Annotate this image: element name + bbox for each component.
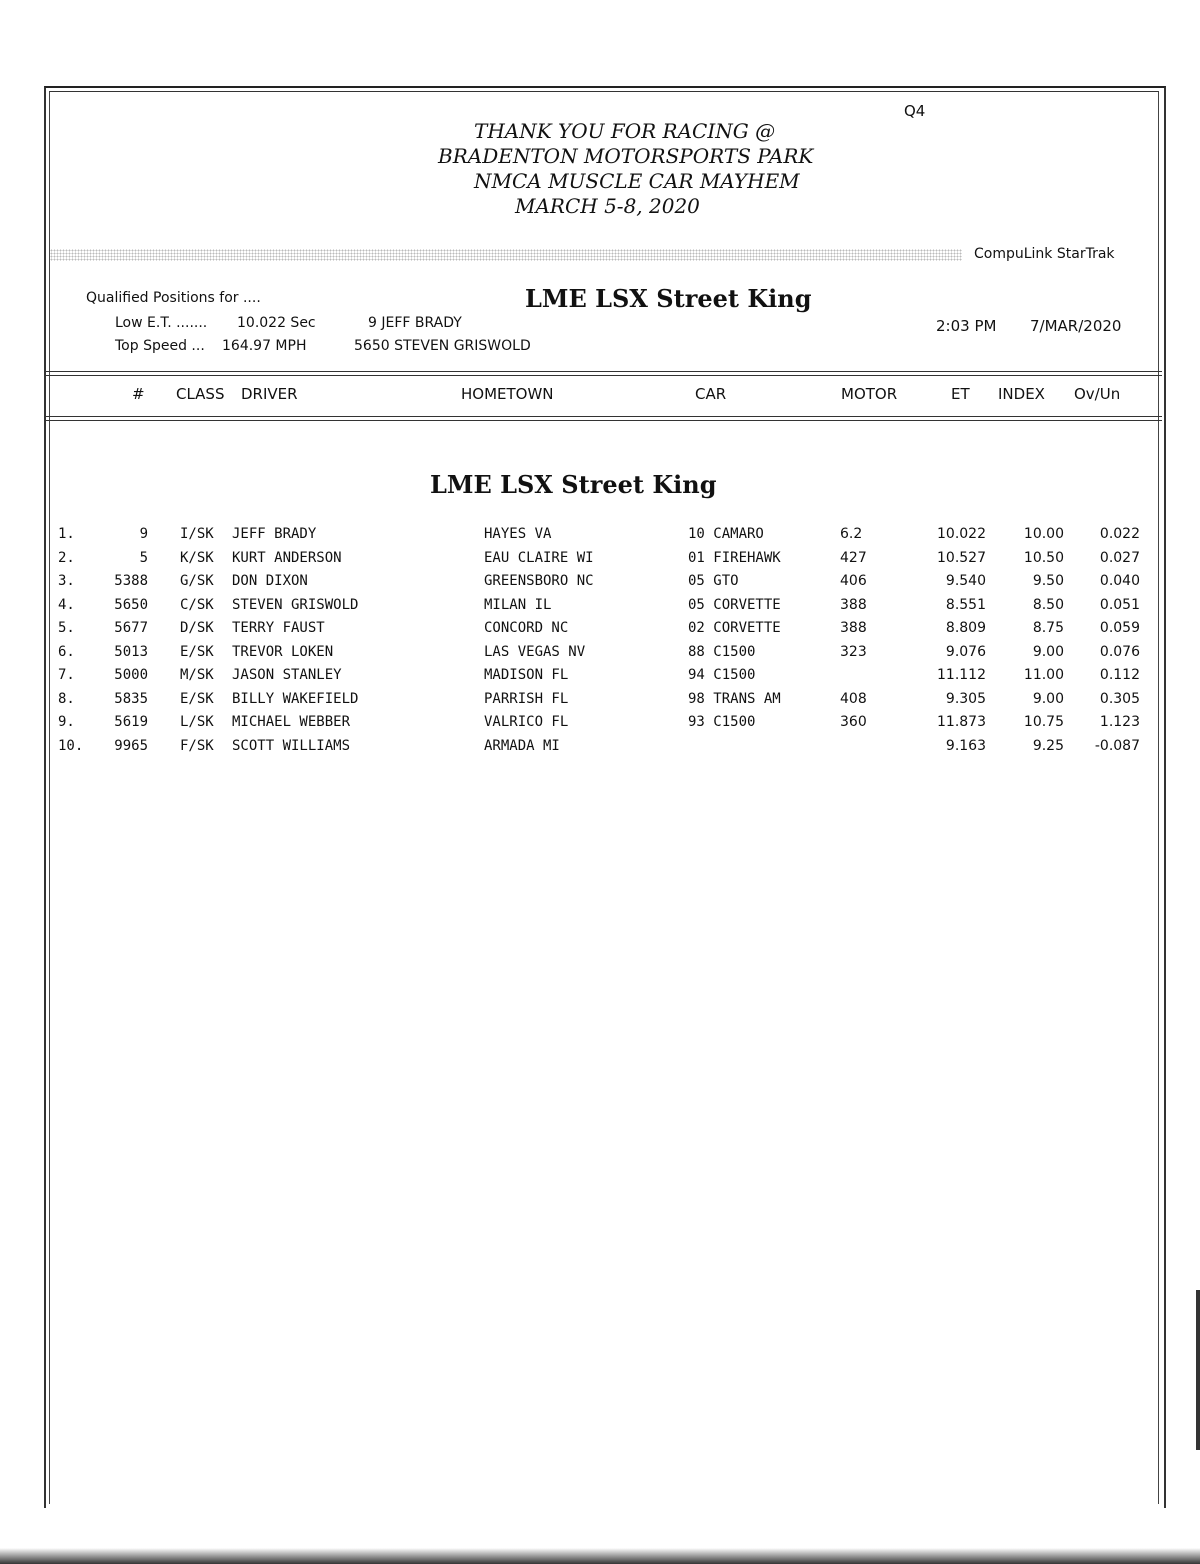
cell-ovun: 0.027 [1099,550,1140,566]
col-hometown: HOMETOWN [461,385,554,403]
cell-motor: 388 [840,620,867,636]
system-label: CompuLink StarTrak [974,246,1115,262]
cell-motor: 408 [840,691,867,707]
cell-car: 01 FIREHAWK [688,550,781,566]
cell-driver: TERRY FAUST [232,620,325,636]
col-num: # [132,385,145,403]
report-date: 7/MAR/2020 [1030,317,1122,335]
cell-class: D/SK [180,620,214,636]
round-label: Q4 [904,102,926,120]
cell-car: 93 C1500 [688,714,756,730]
cell-num: 5677 [114,620,148,636]
cell-car: 02 CORVETTE [688,620,781,636]
header-rule-bottom-2 [44,420,1162,421]
table-row [0,738,1200,762]
table-row [0,573,1200,597]
cell-index: 9.00 [1032,691,1064,707]
cell-num: 9 [139,526,148,542]
cell-motor: 6.2 [840,526,863,542]
cell-index: 11.00 [1023,667,1064,683]
cell-index: 10.00 [1023,526,1064,542]
cell-index: 9.50 [1032,573,1064,589]
cell-car: 05 CORVETTE [688,597,781,613]
col-driver: DRIVER [241,385,298,403]
cell-et: 11.112 [937,667,986,683]
cell-driver: MICHAEL WEBBER [232,714,351,730]
cell-driver: BILLY WAKEFIELD [232,691,359,707]
cell-ovun: 1.123 [1099,714,1140,730]
cell-ovun: -0.087 [1094,738,1140,754]
cell-class: M/SK [180,667,214,683]
cell-ovun: 0.112 [1099,667,1140,683]
section-title: LME LSX Street King [430,470,717,499]
cell-hometown: HAYES VA [484,526,552,542]
cell-driver: DON DIXON [232,573,308,589]
cell-pos: 8. [58,691,75,707]
table-row [0,667,1200,691]
cell-hometown: CONCORD NC [484,620,569,636]
cell-car: 98 TRANS AM [688,691,781,707]
scan-edge-mark [1196,1290,1200,1450]
cell-pos: 5. [58,620,75,636]
cell-et: 8.809 [945,620,986,636]
cell-pos: 2. [58,550,75,566]
cell-et: 10.022 [937,526,986,542]
low-et-record [115,315,316,331]
cell-motor: 388 [840,597,867,613]
cell-car: 94 C1500 [688,667,756,683]
cell-ovun: 0.076 [1099,644,1140,660]
banner-line-2: BRADENTON MOTORSPORTS PARK [438,144,814,168]
banner-line-1: THANK YOU FOR RACING @ [474,119,776,143]
cell-index: 10.50 [1023,550,1064,566]
cell-pos: 7. [58,667,75,683]
cell-et: 8.551 [945,597,986,613]
cell-et: 9.540 [945,573,986,589]
cell-hometown: ARMADA MI [484,738,560,754]
cell-hometown: VALRICO FL [484,714,569,730]
cell-index: 8.75 [1032,620,1064,636]
col-car: CAR [695,385,727,403]
cell-class: F/SK [180,738,214,754]
cell-num: 5013 [114,644,148,660]
cell-class: K/SK [180,550,214,566]
cell-hometown: PARRISH FL [484,691,569,707]
cell-ovun: 0.040 [1099,573,1140,589]
table-row [0,691,1200,715]
table-row [0,644,1200,668]
cell-num: 5619 [114,714,148,730]
cell-pos: 4. [58,597,75,613]
cell-driver: TREVOR LOKEN [232,644,334,660]
cell-hometown: GREENSBORO NC [484,573,594,589]
cell-index: 10.75 [1023,714,1064,730]
top-speed-record [115,338,307,354]
cell-class: L/SK [180,714,214,730]
low-et-value: 10.022 Sec [237,315,316,331]
table-row [0,526,1200,550]
cell-class: C/SK [180,597,214,613]
col-class: CLASS [176,385,225,403]
report-time: 2:03 PM [936,317,997,335]
cell-num: 5835 [114,691,148,707]
header-rule-top-2 [44,375,1162,376]
cell-num: 9965 [114,738,148,754]
scan-bottom-shadow [0,1548,1200,1564]
cell-class: E/SK [180,644,214,660]
col-motor: MOTOR [841,385,898,403]
cell-hometown: MADISON FL [484,667,569,683]
event-banner [380,119,860,219]
cell-num: 5 [139,550,148,566]
cell-ovun: 0.059 [1099,620,1140,636]
cell-ovun: 0.051 [1099,597,1140,613]
col-index: INDEX [998,385,1045,403]
low-et-label: Low E.T. ....... [115,315,208,331]
cell-et: 9.305 [945,691,986,707]
cell-pos: 9. [58,714,75,730]
cell-pos: 3. [58,573,75,589]
table-row [0,597,1200,621]
cell-et: 9.076 [945,644,986,660]
cell-index: 9.00 [1032,644,1064,660]
col-ovun: Ov/Un [1074,385,1121,403]
cell-hometown: MILAN IL [484,597,552,613]
cell-et: 10.527 [937,550,986,566]
cell-car: 10 CAMARO [688,526,764,542]
cell-et: 9.163 [945,738,986,754]
cell-class: E/SK [180,691,214,707]
table-row [0,714,1200,738]
class-title: LME LSX Street King [525,284,812,313]
cell-motor: 427 [840,550,867,566]
cell-driver: KURT ANDERSON [232,550,342,566]
cell-et: 11.873 [937,714,986,730]
header-rule-top [44,371,1162,372]
cell-motor: 406 [840,573,867,589]
header-rule-bottom [44,416,1162,417]
cell-class: I/SK [180,526,214,542]
cell-num: 5388 [114,573,148,589]
cell-pos: 10. [58,738,84,754]
cell-driver: JASON STANLEY [232,667,342,683]
cell-num: 5650 [114,597,148,613]
table-row [0,620,1200,644]
cell-ovun: 0.022 [1099,526,1140,542]
cell-ovun: 0.305 [1099,691,1140,707]
cell-car: 88 C1500 [688,644,756,660]
top-speed-label: Top Speed ... [115,338,205,354]
banner-line-4: MARCH 5-8, 2020 [515,194,700,218]
cell-driver: STEVEN GRISWOLD [232,597,359,613]
dotted-separator [50,249,962,261]
cell-motor: 360 [840,714,867,730]
cell-index: 9.25 [1032,738,1064,754]
top-speed-value: 164.97 MPH [222,338,307,354]
banner-line-3: NMCA MUSCLE CAR MAYHEM [474,169,800,193]
table-row [0,550,1200,574]
top-speed-car: 5650 STEVEN GRISWOLD [354,338,531,354]
cell-hometown: LAS VEGAS NV [484,644,586,660]
cell-driver: SCOTT WILLIAMS [232,738,351,754]
cell-class: G/SK [180,573,214,589]
cell-motor: 323 [840,644,867,660]
low-et-car: 9 JEFF BRADY [368,315,462,331]
cell-index: 8.50 [1032,597,1064,613]
cell-car: 05 GTO [688,573,739,589]
cell-driver: JEFF BRADY [232,526,317,542]
cell-num: 5000 [114,667,148,683]
col-et: ET [951,385,970,403]
cell-pos: 1. [58,526,75,542]
cell-pos: 6. [58,644,75,660]
qualified-label: Qualified Positions for .... [86,290,261,306]
cell-hometown: EAU CLAIRE WI [484,550,594,566]
